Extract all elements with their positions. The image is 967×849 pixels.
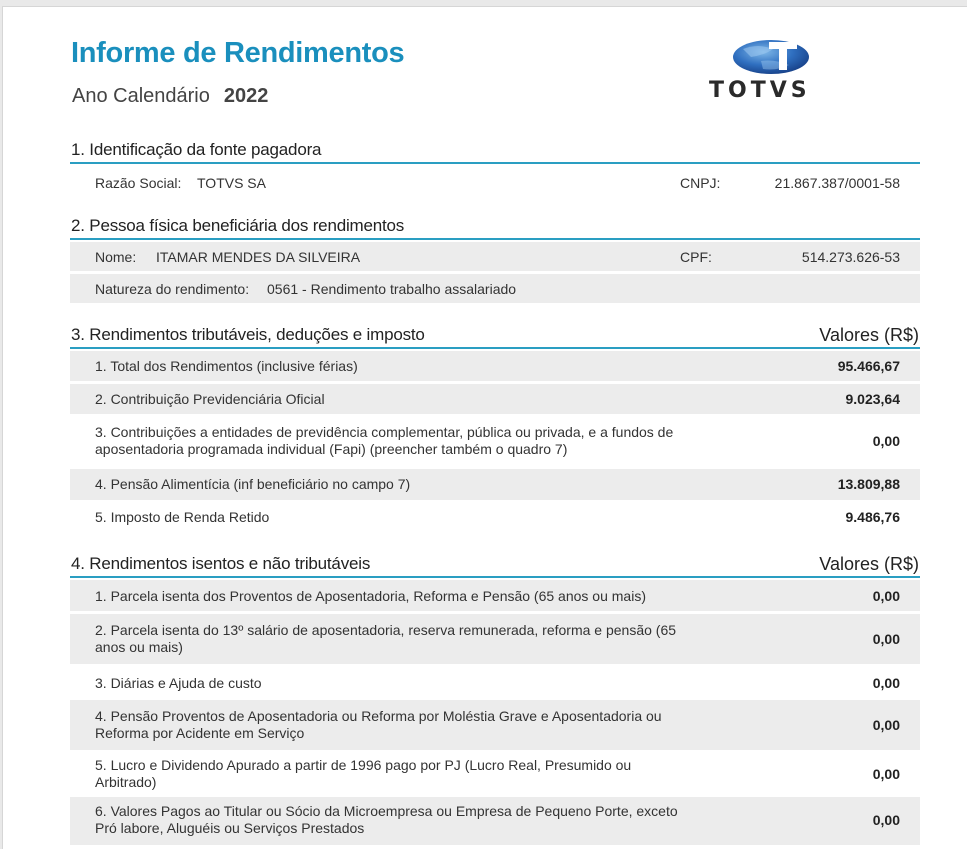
calendar-year-line	[72, 85, 268, 108]
totvs-logo-wordmark: TOTVS	[709, 78, 811, 103]
section-4-header	[70, 554, 920, 578]
table-row	[70, 351, 920, 381]
document-title: Informe de Rendimentos	[71, 37, 405, 69]
nome-row	[70, 242, 920, 271]
row-label-line-2: Pró labore, Aluguéis ou Serviços Prestados	[95, 820, 365, 836]
row-label: 5. Imposto de Renda Retido	[95, 509, 270, 525]
row-value: 95.466,67	[837, 358, 900, 374]
razao-social-value: TOTVS SA	[197, 175, 266, 191]
table-row	[70, 502, 920, 532]
row-label-line-1: 2. Parcela isenta do 13º salário de aposentadoria, reserva remunerada, reforma e pensão (65	[95, 622, 677, 638]
razao-social-label: Razão Social:	[95, 175, 182, 191]
row-value: 0,00	[872, 766, 900, 782]
natureza-value: 0561 - Rendimento trabalho assalariado	[267, 281, 517, 297]
table-row	[70, 417, 920, 467]
section-4-title: 4. Rendimentos isentos e não tributáveis	[71, 554, 371, 573]
section-1-header	[70, 140, 920, 164]
natureza-row	[70, 274, 920, 303]
section-3-values-header: Valores (R$)	[819, 325, 919, 345]
section-1-title: 1. Identificação da fonte pagadora	[71, 140, 322, 159]
row-label-line-1: 5. Lucro e Dividendo Apurado a partir de 1996 pago por PJ (Lucro Real, Presumido ou	[95, 757, 632, 773]
row-label-line-1: 6. Valores Pagos ao Titular ou Sócio da Microempresa ou Empresa de Pequeno Porte, exceto	[95, 803, 678, 819]
table-row	[70, 469, 920, 500]
row-value: 0,00	[872, 675, 900, 691]
year-label: Ano Calendário	[72, 85, 210, 107]
natureza-label: Natureza do rendimento:	[95, 281, 250, 297]
row-label-line-1: 3. Contribuições a entidades de previdência complementar, pública ou privada, e a fundos de	[95, 424, 674, 440]
table-row	[70, 752, 920, 796]
row-value: 0,00	[872, 631, 900, 647]
cnpj-label: CNPJ:	[680, 175, 721, 191]
row-label-line-2: Arbitrado)	[95, 774, 157, 790]
row-label: 1. Total dos Rendimentos (inclusive férias)	[95, 358, 358, 374]
row-label-line-2: aposentadoria programada individual (Fapi) (preencher também o quadro 7)	[95, 441, 568, 457]
section-3-title: 3. Rendimentos tributáveis, deduções e imposto	[71, 325, 425, 344]
table-row	[70, 700, 920, 750]
razao-social-row	[70, 169, 920, 197]
row-label: 1. Parcela isenta dos Proventos de Aposentadoria, Reforma e Pensão (65 anos ou mais)	[95, 588, 646, 604]
row-label-line-1: 4. Pensão Proventos de Aposentadoria ou Reforma por Moléstia Grave e Aposentadoria ou	[95, 708, 662, 724]
cpf-value: 514.273.626-53	[801, 249, 900, 265]
table-row	[70, 667, 920, 697]
table-row	[70, 580, 920, 611]
row-label: 3. Diárias e Ajuda de custo	[95, 675, 262, 691]
row-value: 0,00	[872, 433, 900, 449]
nome-label: Nome:	[95, 249, 137, 265]
row-value: 0,00	[872, 812, 900, 828]
table-row	[70, 797, 920, 845]
row-label-line-2: anos ou mais)	[95, 639, 183, 655]
section-2-title: 2. Pessoa física beneficiária dos rendimentos	[71, 216, 405, 235]
row-label: 4. Pensão Alimentícia (inf beneficiário no campo 7)	[95, 476, 411, 492]
nome-value: ITAMAR MENDES DA SILVEIRA	[156, 249, 361, 265]
cpf-label: CPF:	[680, 249, 712, 265]
section-2-header	[70, 216, 920, 240]
section-4-values-header: Valores (R$)	[819, 554, 919, 574]
row-value: 0,00	[872, 588, 900, 604]
row-label-line-2: Reforma por Acidente em Serviço	[95, 725, 305, 741]
table-row	[70, 384, 920, 414]
cnpj-value: 21.867.387/0001-58	[774, 175, 900, 191]
row-value: 9.023,64	[845, 391, 900, 407]
row-value: 0,00	[872, 717, 900, 733]
section-3-header	[70, 325, 920, 349]
report-page	[2, 6, 967, 849]
row-label: 2. Contribuição Previdenciária Oficial	[95, 391, 325, 407]
table-row	[70, 614, 920, 664]
row-value: 13.809,88	[837, 476, 900, 492]
row-value: 9.486,76	[845, 509, 900, 525]
year-value: 2022	[223, 85, 269, 107]
